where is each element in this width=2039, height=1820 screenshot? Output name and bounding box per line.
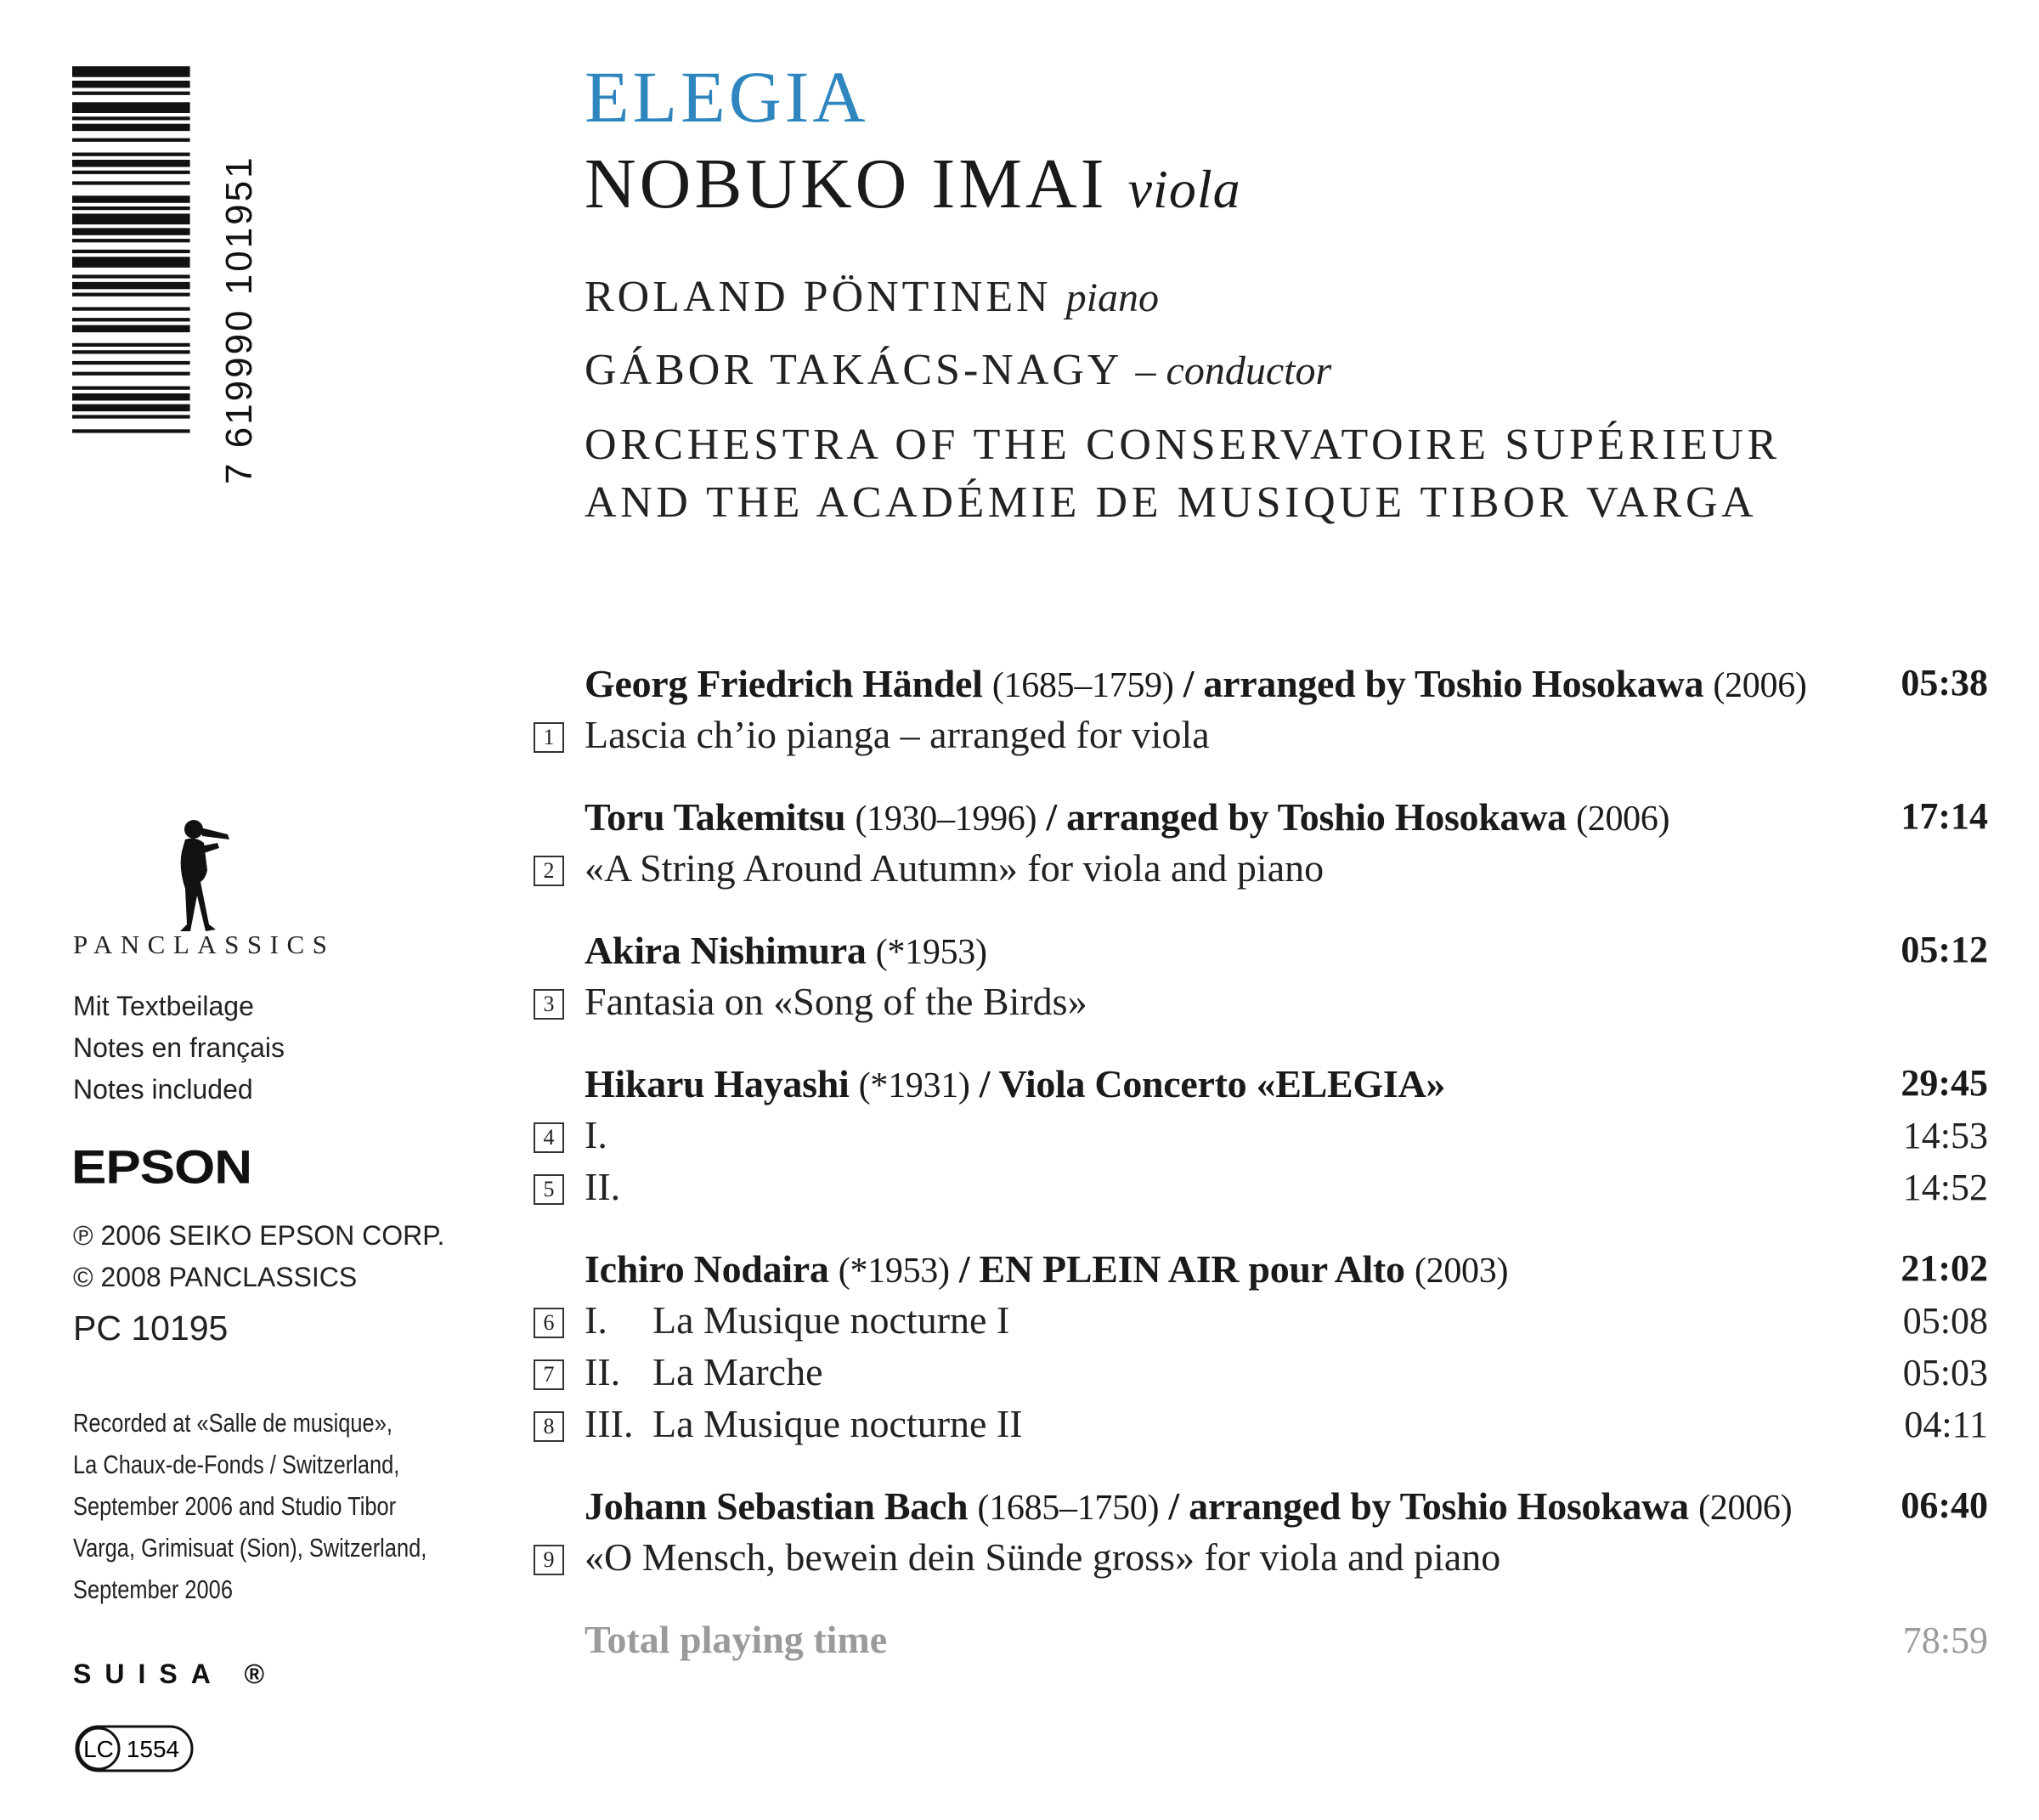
sponsor-logo: EPSON [71,1140,252,1194]
barcode-bar [72,307,190,310]
work-duration: 17:14 [1901,795,1988,837]
artist-name: NOBUKO IMAI [585,144,1108,223]
track-row [527,1349,1988,1401]
barcode-bar [72,387,190,390]
barcode-bar [72,171,190,174]
track-number: 9 [534,1545,564,1575]
recording-line: Varga, Grimisuat (Sion), Switzerland, [73,1533,427,1563]
artist-role: viola [1127,159,1241,219]
work-credit: / arranged by Toshio Hosokawa [1183,662,1704,705]
barcode-bar [72,293,190,297]
composer-years: (*1953) [875,933,987,972]
track-number: 7 [534,1359,564,1390]
track-time: 04:11 [1904,1404,1988,1445]
album-title: ELEGIA [585,56,869,138]
label-code-prefix: LC [83,1736,114,1762]
barcode-bar [72,250,190,253]
barcode-bar [72,282,190,289]
work-credit-year: (2006) [1713,666,1807,705]
notes-list [73,986,285,1111]
barcode-bar [72,393,190,400]
track-row [527,712,1988,764]
work-credit: / arranged by Toshio Hosokawa [1168,1484,1689,1528]
track-row [527,1401,1988,1453]
composer-years: (*1931) [858,1066,970,1105]
recording-note [73,1402,463,1610]
barcode-bar [72,361,190,365]
track-title [585,1535,1500,1580]
track-title-text: «O Mensch, bewein dein Sünde gross» for viola and piano [585,1535,1501,1579]
orchestra [585,416,1781,532]
barcode-bar [72,102,190,113]
barcode-bar [72,343,190,347]
track-number: 6 [534,1308,564,1338]
work-duration: 05:12 [1901,929,1988,970]
work-block [527,1484,1988,1586]
orchestra-line: AND THE ACADÉMIE DE MUSIQUE TIBOR VARGA [585,478,1758,527]
track-title-text: Lascia ch’io pianga – arranged for viola [585,713,1210,756]
note-line: Notes en français [73,1032,285,1063]
composer-name: Hikaru Hayashi [585,1062,850,1105]
work-duration: 06:40 [1901,1484,1988,1526]
performer-role: piano [1065,275,1159,320]
recording-line: September 2006 and Studio Tibor [73,1491,397,1521]
work-credit: / EN PLEIN AIR pour Alto [958,1247,1405,1291]
work-header [527,1484,1988,1535]
composer-years: (*1953) [838,1252,950,1291]
track-row [527,1112,1988,1164]
performer-name: GÁBOR TAKÁCS-NAGY [585,346,1121,394]
track-number: 4 [534,1122,564,1153]
work-duration: 29:45 [1901,1062,1988,1104]
note-line: Mit Textbeilage [73,991,254,1021]
work-duration: 21:02 [1901,1247,1988,1289]
barcode-bar [72,274,190,278]
track-title [585,1401,1023,1446]
track-time: 05:08 [1902,1300,1988,1342]
track-row [527,1164,1988,1216]
composer-name: Georg Friedrich Händel [585,662,983,705]
label-code-badge [75,1725,194,1772]
orchestra-line: ORCHESTRA OF THE CONSERVATOIRE SUPÉRIEUR [585,421,1781,469]
composer-years: (1685–1750) [977,1489,1160,1528]
label-logo-text: PANCLASSICS [73,930,336,959]
track-title [585,845,1324,890]
recording-line: Recorded at «Salle de musique», [73,1408,393,1438]
track-row [527,1297,1988,1349]
work-header [527,1061,1988,1112]
work-credit-year: (2006) [1698,1489,1793,1528]
composer-years: (1930–1996) [855,800,1037,839]
barcode-bar [72,429,190,432]
barcode-bar [72,415,190,418]
barcode-bar [72,160,190,167]
work-header [527,1246,1988,1297]
barcode-bar [72,181,190,184]
total-playing-time [527,1617,1988,1668]
track-title [585,712,1210,757]
track-title-text: La Musique nocturne I [652,1298,1010,1342]
barcode-bar [72,81,190,88]
barcode-bar [72,195,190,202]
barcode-bar [72,138,190,142]
copyright-line: © 2008 PANCLASSICS [73,1262,358,1292]
track-title [585,1297,1009,1342]
note-line: Notes included [73,1074,253,1105]
barcode-bar [72,325,190,332]
work-credit-year: (2003) [1414,1252,1509,1291]
work-credit: / Viola Concerto «ELEGIA» [979,1062,1446,1105]
track-number: 2 [534,856,564,886]
work-composer [585,1484,1792,1529]
work-header [527,928,1988,979]
work-header [527,794,1988,845]
track-title [585,1164,620,1209]
barcode-bar [72,92,190,95]
barcode-bar [72,228,190,235]
composer-name: Toru Takemitsu [585,795,846,839]
work-composer [585,794,1669,839]
barcode-bar [72,213,190,224]
track-number: 1 [534,722,564,753]
recording-line: La Chaux-de-Fonds / Switzerland, [73,1450,400,1479]
performer-piano [585,272,1159,322]
total-label: Total playing time [585,1618,888,1661]
work-composer [585,661,1807,706]
barcode-bar [72,318,190,321]
work-block [527,794,1988,897]
track-title-text: «A String Around Autumn» for viola and piano [585,846,1325,890]
movement-number: III. [585,1402,634,1445]
track-row [527,979,1988,1031]
track-title [585,979,1087,1024]
barcode-bar [72,350,190,353]
movement-number: II. [585,1350,621,1393]
work-block [527,928,1988,1031]
performer-role: – conductor [1135,348,1332,393]
barcode-bar [72,206,190,210]
tracklist [527,661,1988,1668]
work-duration: 05:38 [1901,662,1988,704]
work-credit-year: (2006) [1576,800,1670,839]
work-block [527,1246,1988,1453]
track-title-text: I. [585,1113,607,1156]
composer-name: Akira Nishimura [585,929,867,972]
copyright-block [73,1215,444,1298]
track-row [527,845,1988,897]
barcode-bar [72,372,190,376]
barcode-bar [72,153,190,156]
track-title-text: La Marche [652,1350,823,1393]
performer-conductor [585,345,1331,395]
recording-line: September 2006 [73,1574,233,1604]
suisa-mark: SUISA ® [73,1659,279,1689]
barcode-bar [72,239,190,242]
barcode-bar [72,124,190,131]
pan-figure-logo [167,817,243,936]
main-artist [585,143,1241,225]
performer-name: ROLAND PÖNTINEN [585,273,1052,321]
total-time: 78:59 [1902,1619,1988,1661]
track-title [585,1349,823,1394]
catalog-number: PC 10195 [73,1308,229,1348]
movement-number: I. [585,1298,607,1342]
track-title [585,1112,607,1157]
work-credit: / arranged by Toshio Hosokawa [1046,795,1567,839]
barcode-digits: 7 619990 101951 [218,155,260,484]
track-row [527,1535,1988,1586]
barcode-bar [72,257,190,268]
barcode-bar [72,404,190,411]
label-code-number: 1554 [126,1736,180,1762]
composer-years: (1685–1759) [991,666,1174,705]
barcode-bar [72,66,190,77]
work-header [527,661,1988,712]
track-number: 8 [534,1411,564,1442]
track-title-text: La Musique nocturne II [652,1402,1023,1445]
work-block [527,1061,1988,1216]
composer-name: Johann Sebastian Bach [585,1484,969,1528]
work-composer [585,1061,1445,1106]
track-number: 3 [534,989,564,1020]
track-time: 05:03 [1902,1352,1988,1393]
track-number: 5 [534,1174,564,1205]
work-block [527,661,1988,764]
work-composer [585,1246,1508,1292]
track-time: 14:53 [1902,1115,1988,1156]
track-title-text: Fantasia on «Song of the Birds» [585,980,1087,1023]
barcode-bar [72,116,190,120]
work-composer [585,928,987,973]
track-title-text: II. [585,1165,621,1208]
composer-name: Ichiro Nodaira [585,1247,829,1291]
track-time: 14:52 [1902,1167,1988,1208]
copyright-line: ℗ 2006 SEIKO EPSON CORP. [73,1220,445,1251]
